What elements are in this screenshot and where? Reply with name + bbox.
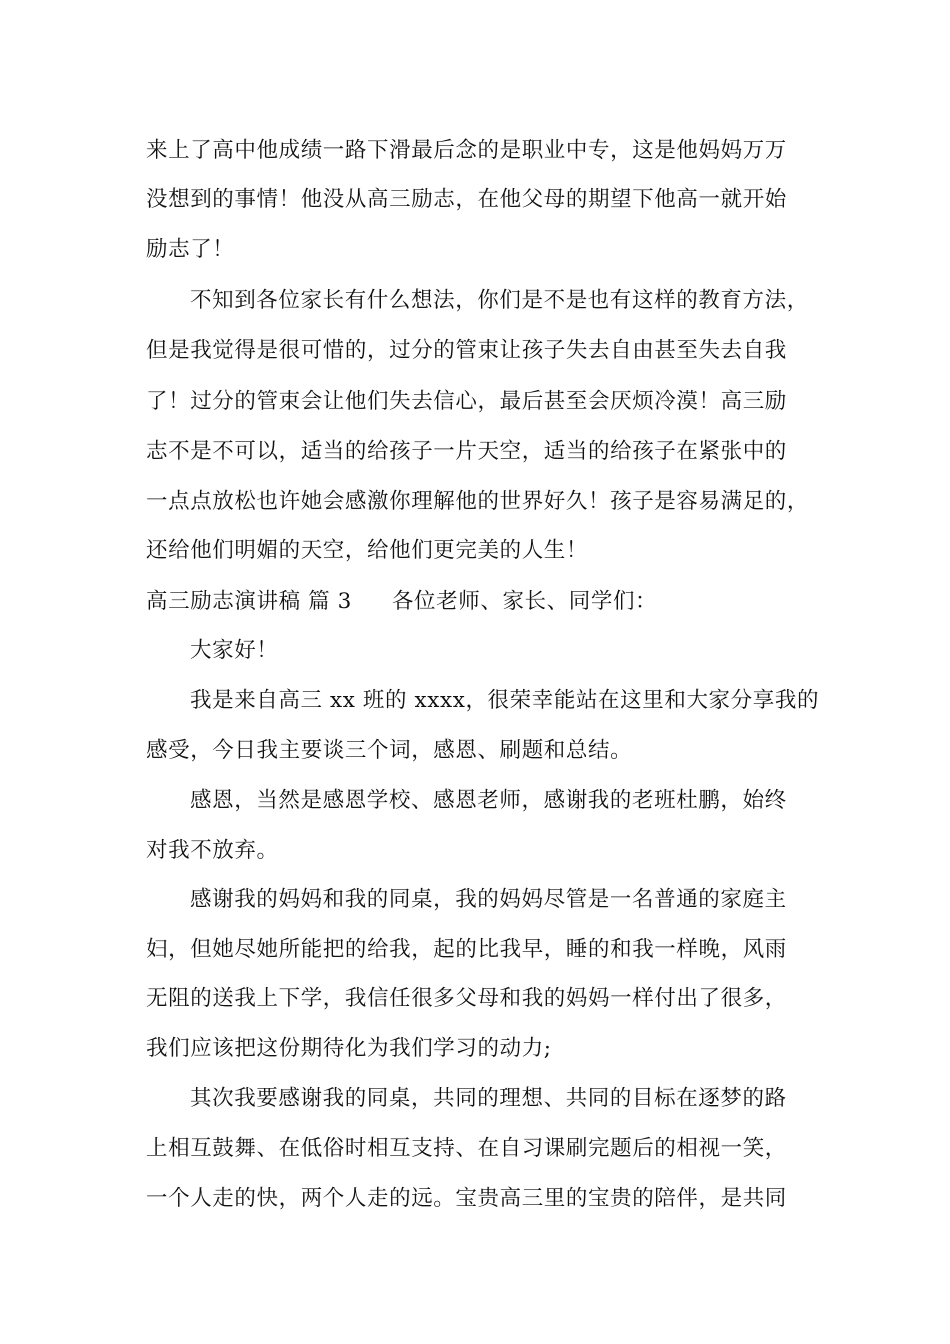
paragraph-6-line-2: 上相互鼓舞、在低俗时相互支持、在自习课刷完题后的相视一笑， [146, 1136, 787, 1161]
section-title: 高三励志演讲稿 篇 3 [146, 589, 352, 614]
paragraph-5-line-3: 无阻的送我上下学，我信任很多父母和我的妈妈一样付出了很多， [146, 986, 787, 1011]
paragraph-2-line-2: 但是我觉得是很可惜的，过分的管束让孩子失去自由甚至失去自我 [146, 338, 787, 363]
paragraph-3-line-2: 感受，今日我主要谈三个词，感恩、刷题和总结。 [146, 738, 633, 763]
paragraph-3-line-1: 我是来自高三 xx 班的 xxxx，很荣幸能站在这里和大家分享我的 [190, 688, 820, 713]
paragraph-2-line-6: 还给他们明媚的天空，给他们更完美的人生！ [146, 538, 589, 563]
paragraph-5-line-2: 妇，但她尽她所能把的给我，起的比我早，睡的和我一样晚，风雨 [146, 937, 787, 962]
paragraph-2-line-1: 不知到各位家长有什么想法，你们是不是也有这样的教育方法， [190, 288, 809, 313]
paragraph-4-line-1: 感恩，当然是感恩学校、感恩老师，感谢我的老班杜鹏，始终 [190, 788, 787, 813]
paragraph-2-line-5: 一点点放松也许她会感激你理解他的世界好久！孩子是容易满足的， [146, 489, 810, 514]
paragraph-1-line-1: 来上了高中他成绩一路下滑最后念的是职业中专，这是他妈妈万万 [146, 138, 787, 163]
paragraph-5-line-4: 我们应该把这份期待化为我们学习的动力; [146, 1036, 552, 1061]
paragraph-1-line-2: 没想到的事情！他没从高三励志，在他父母的期望下他高一就开始 [146, 187, 787, 212]
paragraph-1-line-3: 励志了！ [146, 237, 235, 262]
paragraph-6-line-1: 其次我要感谢我的同桌，共同的理想、共同的目标在逐梦的路 [190, 1086, 787, 1111]
paragraph-2-line-3: 了！过分的管束会让他们失去信心，最后甚至会厌烦冷漠！高三励 [146, 389, 787, 414]
paragraph-2-line-4: 志不是不可以，适当的给孩子一片天空，适当的给孩子在紧张中的 [146, 439, 787, 464]
salutation: 各位老师、家长、同学们： [391, 589, 658, 614]
section-heading [146, 589, 657, 615]
paragraph-6-line-3: 一个人走的快，两个人走的远。宝贵高三里的宝贵的陪伴，是共同 [146, 1186, 787, 1211]
paragraph-5-line-1: 感谢我的妈妈和我的同桌，我的妈妈尽管是一名普通的家庭主 [190, 887, 787, 912]
greeting: 大家好！ [190, 638, 279, 663]
paragraph-4-line-2: 对我不放弃。 [146, 838, 279, 863]
